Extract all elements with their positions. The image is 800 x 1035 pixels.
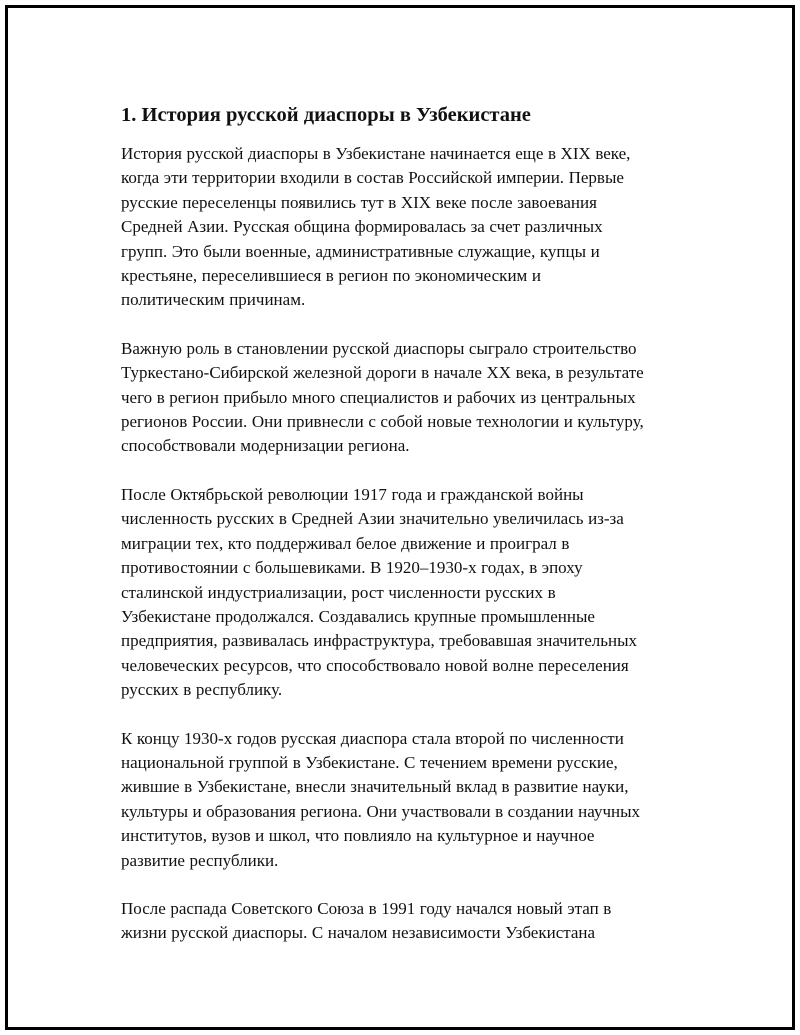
text-line: После Октябрьской революции 1917 года и гражданской войны [121, 484, 584, 504]
text-line: После распада Советского Союза в 1991 году начался новый этап в [121, 898, 612, 918]
text-line: русские переселенцы появились тут в XIX веке после завоевания [121, 192, 597, 212]
text-line: культуры и образования региона. Они участвовали в создании научных [121, 801, 641, 821]
paragraph-2 [121, 337, 711, 459]
text-line: национальной группой в Узбекистане. С течением времени русские, [121, 752, 618, 772]
text-line: чего в регион прибыло много специалистов и рабочих из центральных [121, 387, 636, 407]
document-body [121, 102, 711, 970]
text-line: Узбекистане продолжался. Создавались крупные промышленные [121, 606, 595, 626]
text-line: численность русских в Средней Азии значительно увеличилась из-за [121, 509, 624, 529]
paragraph-5 [121, 897, 711, 946]
text-line: регионов России. Они привнесли с собой новые технологии и культуру, [121, 412, 644, 432]
text-line: противостоянии с большевиками. В 1920–1930-х годах, в эпоху [121, 558, 583, 578]
text-line: когда эти территории входили в состав Российской империи. Первые [121, 168, 624, 188]
text-line: Средней Азии. Русская община формировалась за счет различных [121, 217, 603, 237]
text-line: способствовали модернизации региона. [121, 436, 410, 456]
text-line: Важную роль в становлении русской диаспоры сыграло строительство [121, 338, 637, 358]
text-line: групп. Это были военные, административные служащие, купцы и [121, 241, 600, 261]
text-line: крестьяне, переселившиеся в регион по экономическим и [121, 266, 541, 286]
text-line: развитие республики. [121, 850, 279, 870]
text-line: политическим причинам. [121, 290, 306, 310]
text-line: человеческих ресурсов, что способствовало новой волне переселения [121, 655, 629, 675]
text-line: К концу 1930-х годов русская диаспора стала второй по численности [121, 728, 624, 748]
text-line: предприятия, развивалась инфраструктура, требовавшая значительных [121, 631, 638, 651]
text-line: Туркестано-Сибирской железной дороги в начале XX века, в результате [121, 363, 644, 383]
paragraph-4 [121, 727, 711, 873]
text-line: институтов, вузов и школ, что повлияло на культурное и научное [121, 826, 595, 846]
text-line: жившие в Узбекистане, внесли значительный вклад в развитие науки, [121, 777, 629, 797]
text-line: жизни русской диаспоры. С началом независимости Узбекистана [121, 923, 596, 943]
page-frame [5, 5, 795, 1030]
text-line: История русской диаспоры в Узбекистане начинается еще в XIX веке, [121, 144, 631, 163]
paragraph-3 [121, 483, 711, 703]
text-line: русских в республику. [121, 680, 283, 700]
text-line: сталинской индустриализации, рост численности русских в [121, 582, 556, 602]
text-line: миграции тех, кто поддерживал белое движение и проиграл в [121, 533, 570, 553]
paragraph-1 [121, 142, 711, 313]
section-heading: 1. История русской диаспоры в Узбекистане [121, 104, 531, 126]
